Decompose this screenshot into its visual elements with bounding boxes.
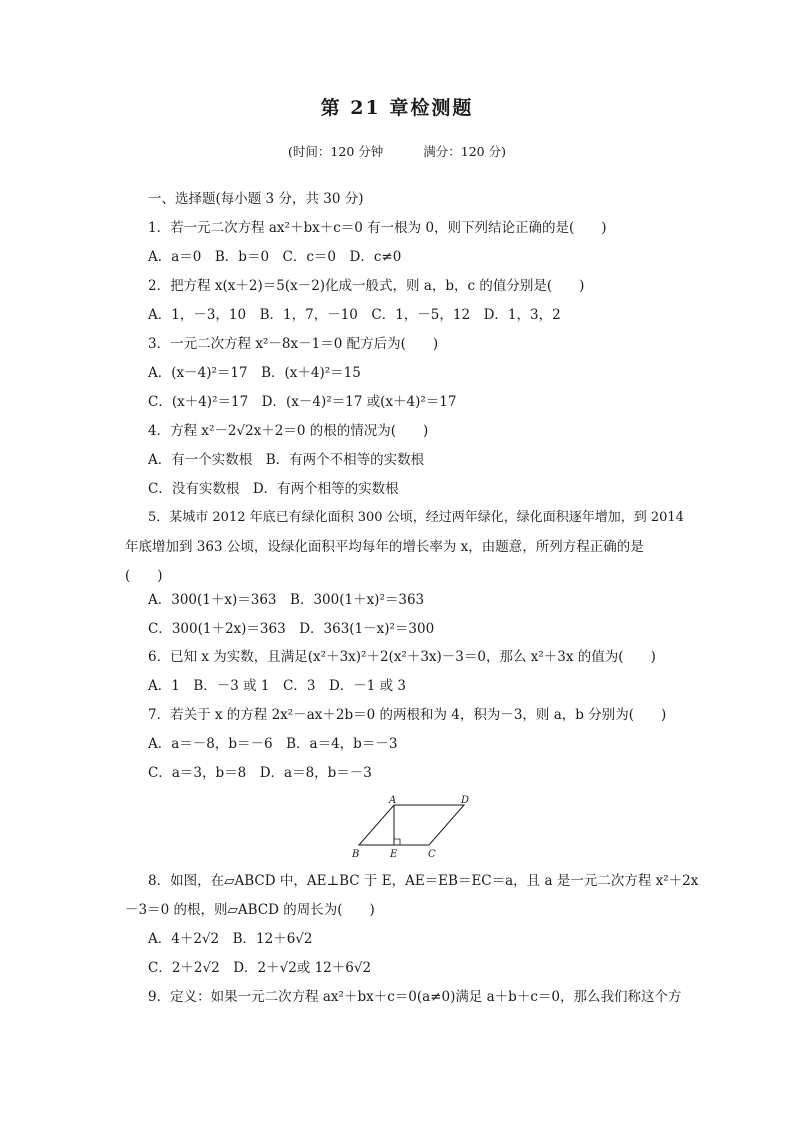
question-4-options-ab: A．有一个实数根 B．有两个不相等的实数根 bbox=[148, 452, 425, 468]
question-4-options-cd: C．没有实数根 D．有两个相等的实数根 bbox=[148, 481, 399, 497]
question-3: 3．一元二次方程 x²－8x－1＝0 配方后为( ) bbox=[148, 336, 439, 352]
question-7-options-ab: A．a＝－8，b＝－6 B．a＝4，b＝－3 bbox=[148, 736, 398, 752]
question-2: 2．把方程 x(x＋2)＝5(x－2)化成一般式，则 a，b，c 的值分别是( ) bbox=[148, 278, 585, 294]
time-score-info bbox=[0, 142, 794, 160]
question-9-line-1: 9．定义：如果一元二次方程 ax²＋bx＋c＝0(a≠0)满足 a＋b＋c＝0，那么我们称这个方 bbox=[148, 989, 682, 1005]
right-angle-mark bbox=[394, 839, 400, 845]
label-b: B bbox=[352, 849, 360, 860]
label-d: D bbox=[461, 795, 470, 806]
question-4: 4．方程 x²－2√2x＋2＝0 的根的情况为( ) bbox=[148, 423, 429, 439]
parallelogram-abcd bbox=[359, 805, 464, 845]
question-6-options: A．1 B．－3 或 1 C．3 D．－1 或 3 bbox=[148, 678, 407, 694]
question-1-options: A．a＝0 B．b＝0 C．c＝0 D．c≠0 bbox=[148, 249, 402, 265]
label-a: A bbox=[389, 795, 397, 806]
page-title: 第 21 章检测题 bbox=[320, 97, 474, 119]
question-6: 6．已知 x 为实数，且满足(x²＋3x)²＋2(x²＋3x)－3＝0，那么 x²＋3x 的值为( ) bbox=[148, 649, 656, 665]
question-5-options-ab: A．300(1＋x)＝363 B．300(1＋x)²＝363 bbox=[148, 592, 425, 608]
question-8-options-cd: C．2＋2√2 D．2＋√2或 12＋6√2 bbox=[148, 960, 372, 976]
question-5-options-cd: C．300(1＋2x)＝363 D．363(1－x)²＝300 bbox=[148, 621, 435, 637]
question-5-line-2: 年底增加到 363 公顷，设绿化面积平均每年的增长率为 x，由题意，所列方程正确的是 bbox=[125, 539, 644, 555]
question-3-options-ab: A．(x－4)²＝17 B．(x＋4)²＝15 bbox=[148, 365, 361, 381]
question-5-line-1: 5．某城市 2012 年底已有绿化面积 300 公顷，经过两年绿化，绿化面积逐年增加，到 2014 bbox=[148, 510, 684, 525]
question-8-line-1: 8．如图，在▱ABCD 中，AE⊥BC 于 E，AE＝EB＝EC＝a，且 a 是一元二次方程 x²＋2x bbox=[148, 873, 699, 889]
label-c: C bbox=[428, 849, 436, 860]
question-8-line-2: －3＝0 的根，则▱ABCD 的周长为( ) bbox=[125, 902, 375, 918]
score-label: 满分：120 分) bbox=[423, 144, 506, 159]
time-label: (时间：120 分钟 bbox=[288, 144, 384, 159]
question-8-options-ab: A．4＋2√2 B．12＋6√2 bbox=[148, 931, 313, 947]
section-heading: 一、选择题(每小题 3 分，共 30 分) bbox=[148, 191, 364, 207]
question-3-options-cd: C．(x＋4)²＝17 D．(x－4)²＝17 或(x＋4)²＝17 bbox=[148, 394, 457, 410]
question-2-options: A．1，－3，10 B．1，7，－10 C．1，－5，12 D．1，3，2 bbox=[148, 307, 561, 323]
question-7: 7．若关于 x 的方程 2x²－ax＋2b＝0 的两根和为 4，积为－3，则 a，b 分别为( ) bbox=[148, 707, 667, 723]
question-5-line-3: ( ) bbox=[125, 568, 163, 584]
question-7-options-cd: C．a＝3，b＝8 D．a＝8，b＝－3 bbox=[148, 765, 372, 781]
label-e: E bbox=[390, 849, 398, 860]
question-1: 1．若一元二次方程 ax²＋bx＋c＝0 有一根为 0，则下列结论正确的是( ) bbox=[148, 220, 607, 236]
parallelogram-figure bbox=[345, 795, 480, 863]
